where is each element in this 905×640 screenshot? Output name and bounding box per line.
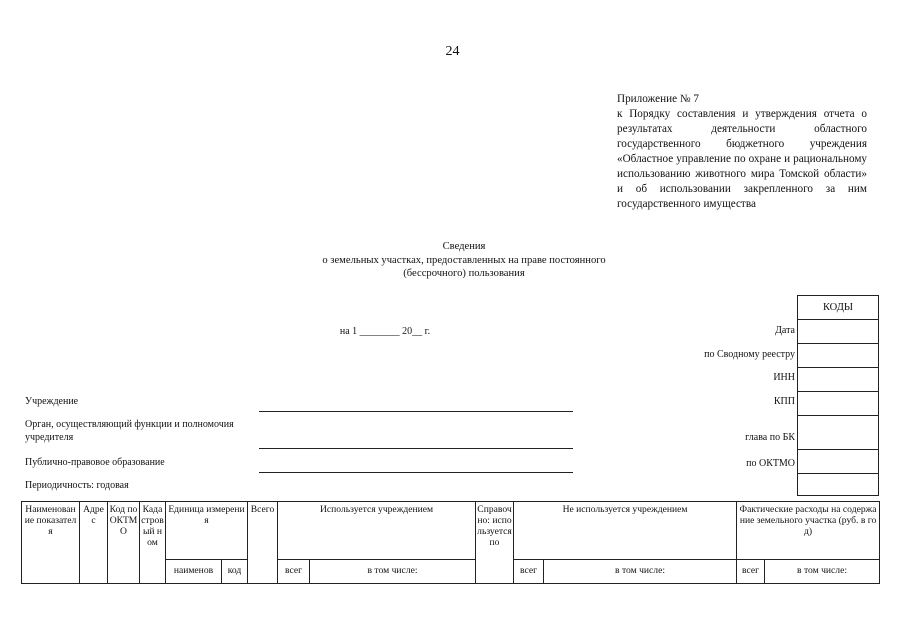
code-cell-kpp[interactable]: [798, 392, 878, 416]
header-cadastral-number: Кадастровый ном: [140, 502, 166, 584]
heading-line-3: (бессрочного) пользования: [403, 268, 525, 279]
heading-line-2: о земельных участках, предоставленных на праве постоянного: [322, 254, 606, 266]
code-label-date: Дата: [775, 325, 795, 336]
heading-line-1: Сведения: [442, 241, 486, 252]
code-label-kpp: КПП: [773, 396, 795, 407]
appendix-block: [617, 92, 867, 212]
header-oktmo-code: Код по ОКТМО: [108, 502, 140, 584]
code-label-registry: по Сводному реестру: [704, 349, 795, 360]
codes-header: КОДЫ: [798, 296, 878, 320]
code-cell-oktmo[interactable]: [798, 450, 878, 474]
header-expenses: Фактические расходы на содержание земельного участка (руб. в год): [737, 502, 880, 560]
land-plots-table: [21, 501, 880, 584]
header-total: Всего: [248, 502, 278, 584]
code-cell-bk[interactable]: [798, 416, 878, 450]
header-unit: Единица измерения: [166, 502, 248, 560]
header-unit-code: код: [222, 560, 248, 584]
codes-box: [797, 295, 879, 496]
code-label-inn: ИНН: [773, 372, 795, 383]
code-cell-date[interactable]: [798, 320, 878, 344]
header-expenses-total: всег: [737, 560, 765, 584]
code-cell-registry[interactable]: [798, 344, 878, 368]
page-number: 24: [445, 44, 460, 59]
header-used-including: в том числе:: [310, 560, 476, 584]
header-indicator-name: Наименование показателя: [22, 502, 80, 584]
institution-field-line[interactable]: [259, 411, 573, 412]
header-not-used: Не используется учреждением: [514, 502, 737, 560]
code-cell-periodicity[interactable]: [798, 474, 878, 495]
header-not-used-including: в том числе:: [544, 560, 737, 584]
header-unit-name: наименов: [166, 560, 222, 584]
label-institution: Учреждение: [25, 396, 79, 407]
code-label-oktmo: по ОКТМО: [746, 458, 795, 469]
report-date-line: на 1 ________ 20__ г.: [339, 326, 431, 337]
public-entity-field-line[interactable]: [259, 472, 573, 473]
header-used: Используется учреждением: [278, 502, 476, 560]
header-used-total: всег: [278, 560, 310, 584]
label-periodicity: Периодичность: годовая: [25, 480, 129, 491]
header-address: Адрес: [80, 502, 108, 584]
document-heading: [300, 240, 628, 281]
label-founder-body: Орган, осуществляющий функции и полномочия учредителя: [25, 419, 234, 443]
code-label-bk: глава по БК: [745, 432, 795, 443]
code-cell-inn[interactable]: [798, 368, 878, 392]
header-not-used-total: всег: [514, 560, 544, 584]
appendix-body: к Порядку составления и утверждения отчета о результатах деятельности областного государственного бюджетного учреждения «Областное управление по охране и рациональному использованию животного мира Томской области» и об использовании закрепленного за ним государственного имущества: [617, 108, 867, 210]
appendix-title: Приложение № 7: [617, 93, 699, 105]
founder-body-field-line[interactable]: [259, 448, 573, 449]
label-public-entity: Публично-правовое образование: [25, 457, 165, 468]
header-reference: Справочно: используется по: [476, 502, 514, 584]
header-expenses-including: в том числе:: [765, 560, 880, 584]
